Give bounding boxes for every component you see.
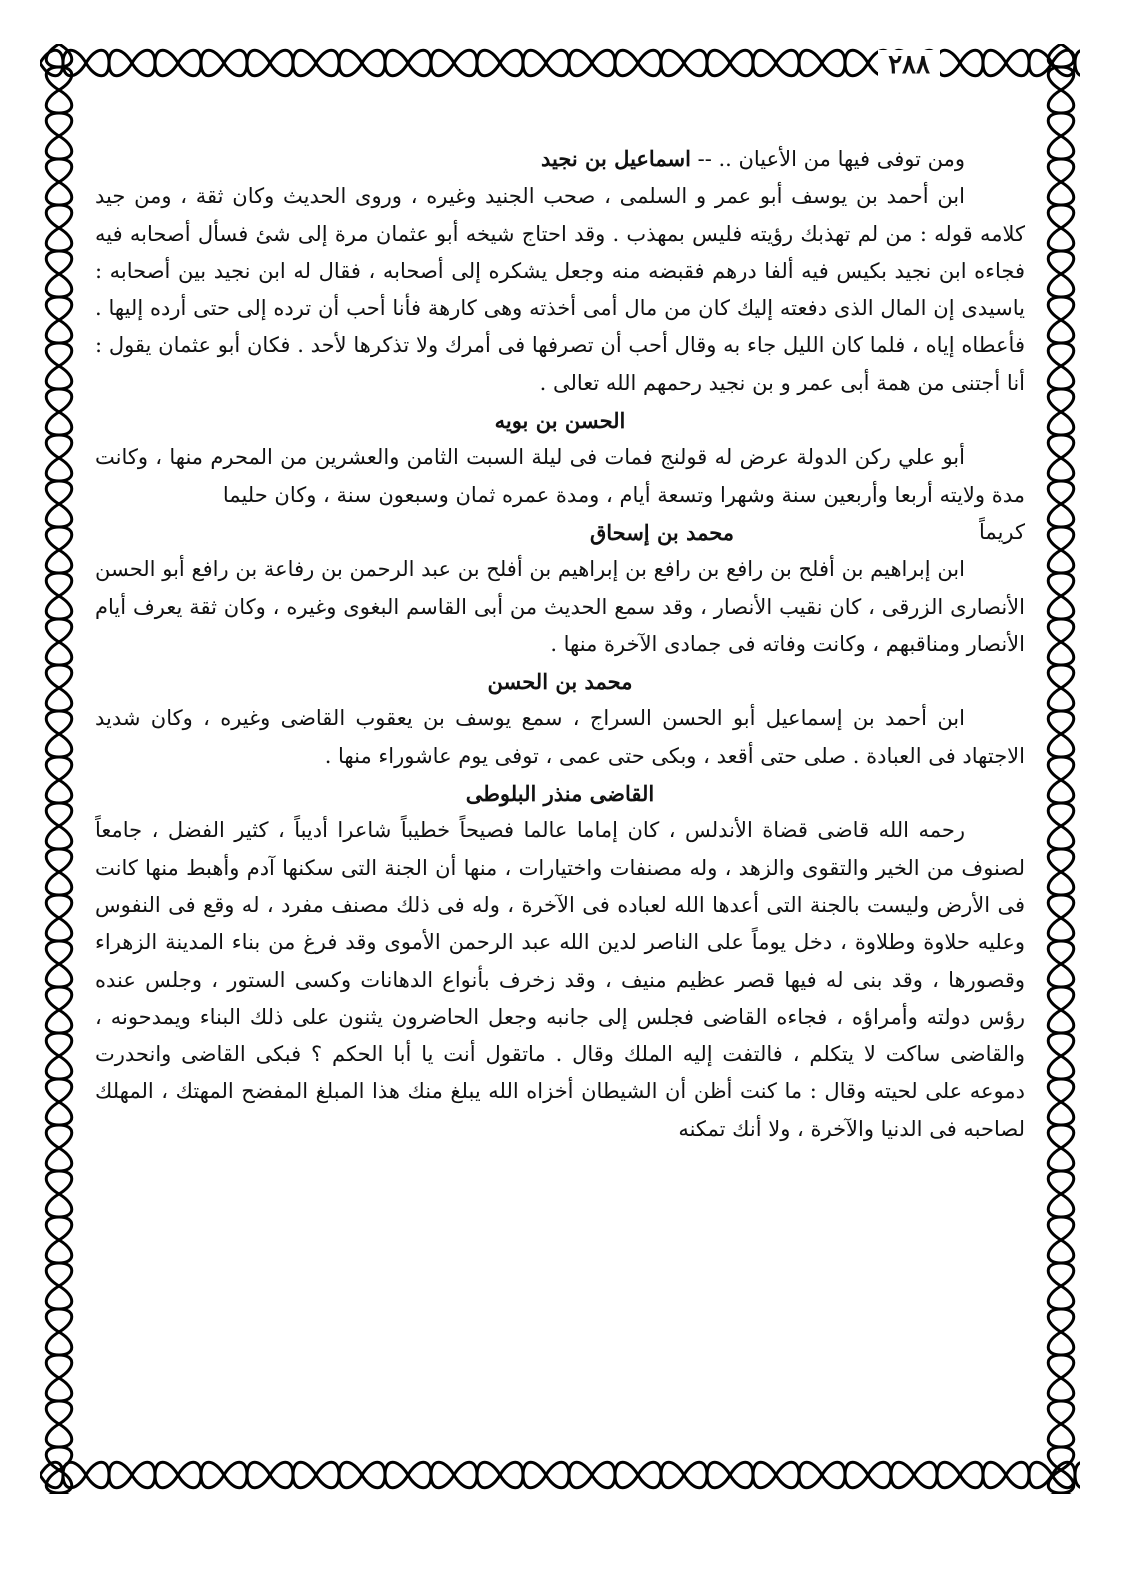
entry-tail-line [95, 514, 1025, 551]
entry-heading-2: الحسن بن بويه [494, 408, 626, 434]
border-right [1042, 44, 1080, 1494]
entry-text-2: أبو علي ركن الدولة عرض له قولنج فمات فى ليلة السبت الثامن والعشرين من المحرم منها ، وكانت مدة ولايته أربعا وأربعين سنة وشهرا وتسعة أيام ، ومدة عمره ثمان وسبعون سنة ، وكان حليما [95, 445, 1025, 507]
border-left [40, 44, 78, 1494]
page-number: ٢٨٨ [878, 50, 940, 80]
intro-line [95, 140, 1025, 178]
entry-heading-1: اسماعيل بن نجيد [540, 146, 691, 171]
entry-text-3: ابن إبراهيم بن أفلح بن رافع بن رافع بن إبراهيم بن أفلح بن عبد الرحمن بن رفاعة بن رافع أبو الحسن الأنصارى الزرقى ، كان نقيب الأنصار ، وقد سمع الحديث من أبى القاسم البغوى وغيره ، وكان ثقة يعرف أيام الأنصار ومناقبهم ، وكانت وفاته فى جمادى الآخرة منها . [95, 557, 1025, 656]
entry-text-2-tail: كريماً [979, 519, 1025, 544]
entry-text-5: رحمه الله قاضى قضاة الأندلس ، كان إماما عالما فصيحاً خطيباً شاعرا أديباً ، كثير الفضل ، جامعاً لصنوف من الخير والتقوى والزهد ، وله مصنفات واختيارات ، منها أن الجنة التى سكنها آدم وأهبط منها كانت فى الأرض وليست بالجنة التى أعدها الله لعباده فى الآخرة ، وله فى ذلك مصنف مفرد ، له وقع فى النفوس وعليه حلاوة وطلاوة ، دخل يوماً على الناصر لدين الله عبد الرحمن الأموى وقد فرغ من بناء المدينة الزهراء وقصورها ، وقد بنى له فيها قصر عظيم منيف ، وقد زخرف بأنواع الدهانات وكسى الستور ، وجلس عنده رؤس دولته وأمراؤه ، فجاءه القاضى فجلس إلى جانبه وجعل الحاضرون يثنون على ذلك البناء ويمدحونه ، والقاضى ساكت لا يتكلم ، فالتفت إليه الملك وقال . ماتقول أنت يا أبا الحكم ؟ فبكى القاضى وانحدرت دموعه على لحيته وقال : ما كنت أظن أن الشيطان أخزاه الله يبلغ منك هذا المبلغ المفضح المهتك ، المهلك لصاحبه فى الدنيا والآخرة ، ولا أنك تمكنه [95, 818, 1025, 1141]
entry-text-1: ابن أحمد بن يوسف أبو عمر و السلمى ، صحب الجنيد وغيره ، وروى الحديث وكان ثقة ، ومن جيد كلامه قوله : من لم تهذبك رؤيته فليس بمهذب . وقد احتاج شيخه أبو عثمان مرة إلى شئ فسأل أصحابه فيه فجاءه ابن نجيد بكيس فيه ألفا درهم فقبضه منه وجعل يشكره إلى أصحابه ، فقال له ابن نجيد بين أصحابه : ياسيدى إن المال الذى دفعته إليك كان من مال أمى أخذته وهى كارهة فأنا أحب أن ترده إلى حتى أرده إليها . فأعطاه إياه ، فلما كان الليل جاء به وقال أحب أن تصرفها فى أمرك ولا تذكرها لأحد . فكان أبو عثمان يقول : أنا أجتنى من همة أبى عمر و بن نجيد رحمهم الله تعالى . [95, 184, 1025, 395]
entry-text-4: ابن أحمد بن إسماعيل أبو الحسن السراج ، سمع يوسف بن يعقوب القاضى وغيره ، وكان شديد الاجتهاد فى العبادة . صلى حتى أقعد ، وبكى حتى عمى ، توفى يوم عاشوراء منها . [95, 706, 1025, 768]
border-bottom [40, 1456, 1080, 1494]
entry-heading-4: محمد بن الحسن [487, 669, 633, 695]
entry-heading-5: القاضى منذر البلوطى [465, 781, 655, 807]
page-body [95, 140, 1025, 1440]
entry-heading-3: محمد بن إسحاق [589, 519, 735, 545]
intro-text: ومن توفى فيها من الأعيان .. -- [697, 147, 965, 171]
